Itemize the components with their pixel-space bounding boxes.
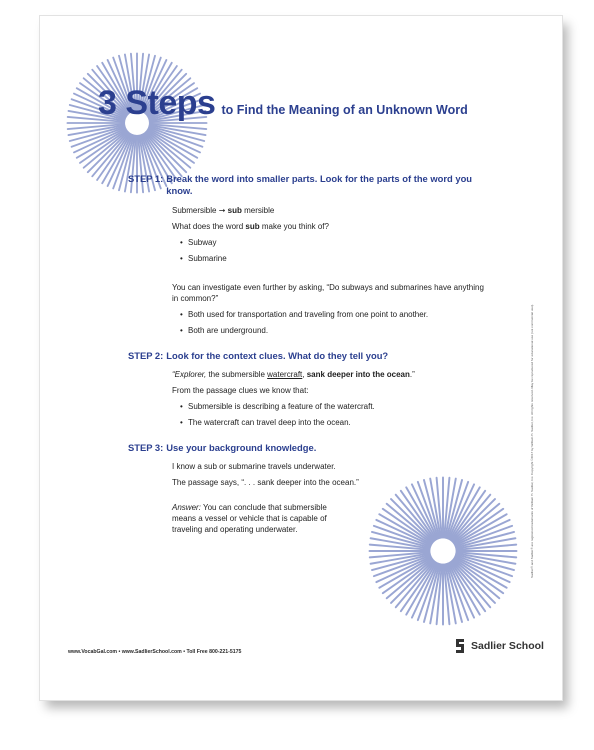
svg-text:Sadlier® and Sadlier® are regi: Sadlier® and Sadlier® are registered trademarks of William H. Sadlier, Inc. Copyright ©2017 by William H. Sadlier, Inc. All rights reserved. May be reproduced for educational use (not commercial use). [530, 304, 534, 578]
step-3-label: STEP 3: [128, 442, 164, 453]
title-steps: 3 Steps [98, 84, 216, 122]
example-part-rest: mersible [244, 206, 275, 215]
sadlier-school-logo [453, 638, 544, 654]
step-2-heading [128, 350, 488, 362]
step-1-question: What does the word sub make you think of? [172, 222, 329, 231]
title-subtitle: to Find the Meaning of an Unknown Word [221, 103, 468, 117]
arrow-icon: ➞ [218, 206, 226, 215]
step-1-heading-text: Break the word into smaller parts. Look for the parts of the word you know. [166, 173, 473, 196]
step-3-line-2: The passage says, “. . . sank deeper into the ocean.” [172, 478, 359, 487]
steps-content [128, 173, 488, 535]
sadlier-logo-icon [453, 638, 467, 654]
step-1-investigate: You can investigate even further by asking, “Do subways and submarines have anything in common?” [172, 283, 484, 303]
step-3-heading [128, 442, 488, 454]
worksheet-page [40, 16, 562, 700]
step-2-label: STEP 2: [128, 350, 164, 361]
list-item: • Both are underground. [180, 325, 488, 336]
example-part-bold: sub [227, 206, 242, 215]
list-item: • Subway [180, 237, 488, 248]
step-1-label: STEP 1: [128, 173, 164, 184]
list-item: • Both used for transportation and traveling from one point to another. [180, 309, 488, 320]
page-title [98, 84, 538, 123]
list-item: • Submarine [180, 253, 488, 264]
step-1-example [172, 205, 488, 216]
brand-name: Sadlier School [471, 640, 544, 652]
example-word: Submersible [172, 206, 217, 215]
step-2-passage-line: From the passage clues we know that: [172, 386, 309, 395]
step-2-quote: “Explorer, the submersible watercraft, sank deeper into the ocean.” [172, 370, 415, 379]
step-3-answer: Answer: You can conclude that submersible means a vessel or vehicle that is capable of traveling and operating underwater. [172, 503, 327, 534]
footer-links: www.VocabGal.com • www.SadlierSchool.com • Toll Free 800-221-5175 [68, 649, 242, 655]
step-3-line-1: I know a sub or submarine travels underwater. [172, 462, 336, 471]
list-item: • The watercraft can travel deep into the ocean. [180, 417, 488, 428]
copyright-vertical-note [527, 284, 535, 580]
list-item: • Submersible is describing a feature of the watercraft. [180, 401, 488, 412]
step-3-heading-text: Use your background knowledge. [166, 442, 317, 453]
step-1-heading [128, 173, 488, 197]
step-2-heading-text: Look for the context clues. What do they tell you? [166, 350, 389, 361]
